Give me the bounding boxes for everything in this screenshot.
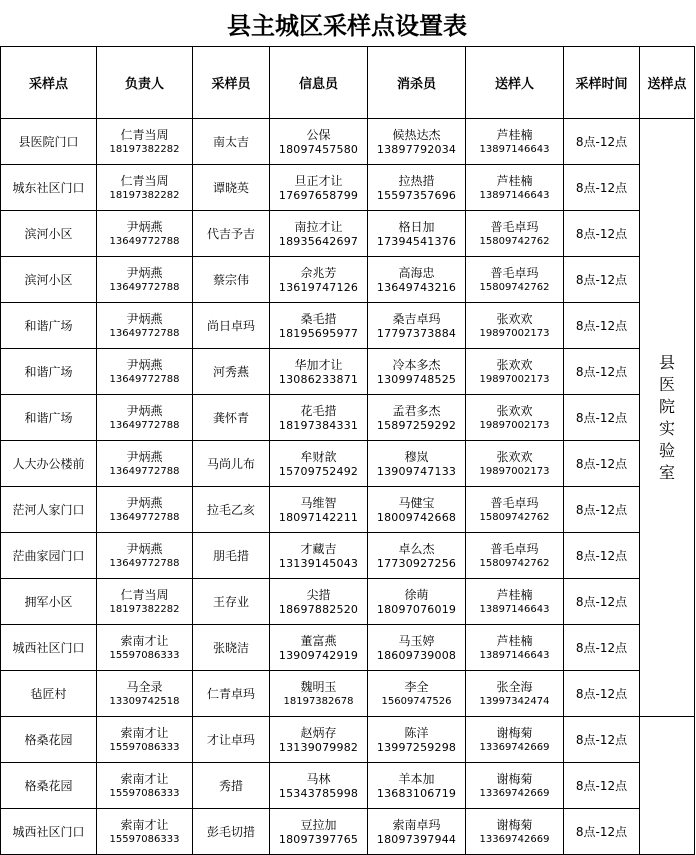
info-cell <box>270 119 368 165</box>
info-name: 佘兆芳 <box>300 265 337 280</box>
disinfect-cell <box>368 441 466 487</box>
courier-name: 芦桂楠 <box>496 174 533 188</box>
manager-phone: 15597086333 <box>109 788 180 799</box>
courier-name: 谢梅菊 <box>496 726 533 740</box>
courier-name: 芦桂楠 <box>496 588 533 602</box>
sampler-cell: 秀措 <box>193 763 270 809</box>
table-body <box>1 119 695 855</box>
header-cell-sampler: 采样员 <box>193 47 270 119</box>
info-cell <box>270 349 368 395</box>
courier-name: 谢梅菊 <box>496 772 533 786</box>
table-row <box>1 717 695 763</box>
manager-phone: 13649772788 <box>109 236 180 247</box>
info-phone: 18935642697 <box>278 234 359 248</box>
info-phone: 18097457580 <box>278 142 359 156</box>
courier-phone: 15809742762 <box>479 282 550 293</box>
sampler-cell: 谭晓英 <box>193 165 270 211</box>
time-cell: 8点-12点 <box>564 441 640 487</box>
info-phone: 15709752492 <box>278 464 359 478</box>
manager-phone: 18197382282 <box>109 604 180 615</box>
courier-cell <box>466 257 564 303</box>
info-name: 南拉才让 <box>294 219 343 234</box>
site-cell: 毡匠村 <box>1 671 97 717</box>
disinfect-phone: 13897792034 <box>376 142 457 156</box>
courier-phone: 15809742762 <box>479 558 550 569</box>
info-cell <box>270 441 368 487</box>
info-phone: 18097142211 <box>278 510 359 524</box>
manager-phone: 13649772788 <box>109 282 180 293</box>
manager-cell <box>97 487 193 533</box>
info-phone: 13909742919 <box>278 648 359 662</box>
table-row <box>1 441 695 487</box>
disinfect-phone: 13649743216 <box>376 280 457 294</box>
disinfect-name: 索南卓玛 <box>392 817 441 832</box>
courier-cell <box>466 533 564 579</box>
header-cell-courier: 送样人 <box>466 47 564 119</box>
manager-cell <box>97 625 193 671</box>
manager-cell <box>97 349 193 395</box>
courier-name: 芦桂楠 <box>496 634 533 648</box>
disinfect-cell <box>368 257 466 303</box>
disinfect-name: 陈洋 <box>404 725 429 740</box>
disinfect-name: 马健宝 <box>398 495 435 510</box>
courier-phone: 13897146643 <box>479 144 550 155</box>
info-cell <box>270 671 368 717</box>
info-cell <box>270 257 368 303</box>
time-cell: 8点-12点 <box>564 533 640 579</box>
info-name: 董富燕 <box>300 633 337 648</box>
info-cell <box>270 303 368 349</box>
courier-name: 普毛卓玛 <box>490 266 539 280</box>
site-cell: 城西社区门口 <box>1 809 97 855</box>
sampler-cell: 南太吉 <box>193 119 270 165</box>
disinfect-phone: 13683106719 <box>376 786 457 800</box>
disinfect-phone: 17730927256 <box>376 556 457 570</box>
info-name: 马维智 <box>300 495 337 510</box>
courier-phone: 15809742762 <box>479 236 550 247</box>
info-phone: 13139079982 <box>278 740 359 754</box>
info-phone: 18197384331 <box>278 418 359 432</box>
time-cell: 8点-12点 <box>564 671 640 717</box>
disinfect-name: 徐萌 <box>404 587 429 602</box>
info-name: 尖措 <box>306 587 331 602</box>
manager-phone: 13309742518 <box>109 696 180 707</box>
manager-name: 尹炳燕 <box>126 542 163 556</box>
courier-phone: 13897146643 <box>479 604 550 615</box>
info-cell <box>270 211 368 257</box>
manager-phone: 13649772788 <box>109 374 180 385</box>
courier-phone: 15809742762 <box>479 512 550 523</box>
manager-name: 索南才让 <box>120 772 169 786</box>
manager-cell <box>97 717 193 763</box>
time-cell: 8点-12点 <box>564 579 640 625</box>
manager-name: 尹炳燕 <box>126 404 163 418</box>
manager-cell <box>97 211 193 257</box>
disinfect-cell <box>368 533 466 579</box>
info-name: 魏明玉 <box>300 680 337 694</box>
courier-cell <box>466 579 564 625</box>
manager-name: 索南才让 <box>120 726 169 740</box>
manager-cell <box>97 165 193 211</box>
time-cell: 8点-12点 <box>564 119 640 165</box>
header-cell-lab: 送样点 <box>640 47 695 119</box>
disinfect-name: 拉热措 <box>398 173 435 188</box>
disinfect-phone: 17797373884 <box>376 326 457 340</box>
manager-phone: 13649772788 <box>109 558 180 569</box>
manager-name: 尹炳燕 <box>126 220 163 234</box>
info-name: 牟财歆 <box>300 449 337 464</box>
header-cell-manager: 负责人 <box>97 47 193 119</box>
courier-phone: 13369742669 <box>479 788 550 799</box>
courier-cell <box>466 349 564 395</box>
info-name: 豆拉加 <box>300 817 337 832</box>
manager-name: 仁青当周 <box>120 174 169 188</box>
sampler-cell: 马尚儿布 <box>193 441 270 487</box>
manager-name: 尹炳燕 <box>126 312 163 326</box>
info-phone: 18197382678 <box>283 696 354 707</box>
disinfect-cell <box>368 809 466 855</box>
manager-cell <box>97 579 193 625</box>
courier-phone: 19897002173 <box>479 328 550 339</box>
courier-phone: 19897002173 <box>479 466 550 477</box>
manager-cell <box>97 533 193 579</box>
courier-name: 张欢欢 <box>496 312 533 326</box>
courier-name: 普毛卓玛 <box>490 496 539 510</box>
courier-name: 谢梅菊 <box>496 818 533 832</box>
disinfect-phone: 15597357696 <box>376 188 457 202</box>
disinfect-phone: 13909747133 <box>376 464 457 478</box>
courier-cell <box>466 165 564 211</box>
disinfect-cell <box>368 763 466 809</box>
info-name: 花毛措 <box>300 403 337 418</box>
courier-name: 张欢欢 <box>496 450 533 464</box>
site-cell: 拥军小区 <box>1 579 97 625</box>
info-name: 赵炳存 <box>300 725 337 740</box>
sampler-cell: 龚怀青 <box>193 395 270 441</box>
lab-cell-empty <box>640 717 695 855</box>
disinfect-name: 穆岚 <box>404 449 429 464</box>
courier-cell <box>466 303 564 349</box>
courier-cell <box>466 671 564 717</box>
disinfect-name: 孟君多杰 <box>392 403 441 418</box>
time-cell: 8点-12点 <box>564 625 640 671</box>
site-cell: 城东社区门口 <box>1 165 97 211</box>
site-cell: 县医院门口 <box>1 119 97 165</box>
sampler-cell: 拉毛乙亥 <box>193 487 270 533</box>
courier-cell <box>466 717 564 763</box>
site-cell: 格桑花园 <box>1 763 97 809</box>
courier-name: 普毛卓玛 <box>490 220 539 234</box>
disinfect-name: 候热达杰 <box>392 127 441 142</box>
disinfect-phone: 18097076019 <box>376 602 457 616</box>
sampler-cell: 仁青卓玛 <box>193 671 270 717</box>
courier-name: 普毛卓玛 <box>490 542 539 556</box>
disinfect-cell <box>368 671 466 717</box>
time-cell: 8点-12点 <box>564 809 640 855</box>
info-name: 旦正才让 <box>294 173 343 188</box>
site-cell: 城西社区门口 <box>1 625 97 671</box>
header-cell-time: 采样时间 <box>564 47 640 119</box>
time-cell: 8点-12点 <box>564 487 640 533</box>
manager-phone: 18197382282 <box>109 190 180 201</box>
disinfect-name: 高海忠 <box>398 265 435 280</box>
info-phone: 18097397765 <box>278 832 359 846</box>
courier-phone: 13897146643 <box>479 650 550 661</box>
courier-name: 张全海 <box>496 680 533 694</box>
disinfect-cell <box>368 579 466 625</box>
table-row <box>1 349 695 395</box>
disinfect-phone: 18097397944 <box>376 832 457 846</box>
manager-cell <box>97 763 193 809</box>
time-cell: 8点-12点 <box>564 165 640 211</box>
header-cell-site: 采样点 <box>1 47 97 119</box>
disinfect-phone: 15609747526 <box>381 696 452 707</box>
header-cell-disinfect: 消杀员 <box>368 47 466 119</box>
time-cell: 8点-12点 <box>564 257 640 303</box>
site-cell: 茫河人家门口 <box>1 487 97 533</box>
time-cell: 8点-12点 <box>564 349 640 395</box>
table-row <box>1 763 695 809</box>
site-cell: 和谐广场 <box>1 395 97 441</box>
time-cell: 8点-12点 <box>564 717 640 763</box>
site-cell: 滨河小区 <box>1 257 97 303</box>
manager-cell <box>97 303 193 349</box>
info-phone: 17697658799 <box>278 188 359 202</box>
manager-name: 尹炳燕 <box>126 496 163 510</box>
page-title: 县主城区采样点设置表 <box>0 0 694 47</box>
disinfect-name: 羊本加 <box>398 771 435 786</box>
sampler-cell: 彭毛切措 <box>193 809 270 855</box>
manager-name: 尹炳燕 <box>126 450 163 464</box>
site-cell: 茫曲家园门口 <box>1 533 97 579</box>
courier-cell <box>466 763 564 809</box>
courier-phone: 13369742669 <box>479 834 550 845</box>
info-name: 公保 <box>306 127 331 142</box>
courier-name: 张欢欢 <box>496 358 533 372</box>
manager-name: 仁青当周 <box>120 588 169 602</box>
disinfect-phone: 13099748525 <box>376 372 457 386</box>
table-row <box>1 809 695 855</box>
manager-name: 索南才让 <box>120 634 169 648</box>
site-cell: 滨河小区 <box>1 211 97 257</box>
disinfect-cell <box>368 487 466 533</box>
info-name: 桑毛措 <box>300 311 337 326</box>
disinfect-phone: 13997259298 <box>376 740 457 754</box>
disinfect-cell <box>368 717 466 763</box>
manager-name: 尹炳燕 <box>126 358 163 372</box>
manager-phone: 13649772788 <box>109 420 180 431</box>
courier-cell <box>466 441 564 487</box>
sampler-cell: 尚日卓玛 <box>193 303 270 349</box>
courier-cell <box>466 809 564 855</box>
table-row <box>1 395 695 441</box>
sampler-cell: 才让卓玛 <box>193 717 270 763</box>
table-row <box>1 211 695 257</box>
info-cell <box>270 717 368 763</box>
site-cell: 和谐广场 <box>1 349 97 395</box>
manager-phone: 13649772788 <box>109 328 180 339</box>
time-cell: 8点-12点 <box>564 211 640 257</box>
manager-cell <box>97 671 193 717</box>
info-cell <box>270 395 368 441</box>
manager-phone: 15597086333 <box>109 834 180 845</box>
info-name: 才藏吉 <box>300 541 337 556</box>
table-row <box>1 579 695 625</box>
info-cell <box>270 487 368 533</box>
table-row <box>1 625 695 671</box>
manager-name: 尹炳燕 <box>126 266 163 280</box>
courier-phone: 13897146643 <box>479 190 550 201</box>
sampler-cell: 代吉予吉 <box>193 211 270 257</box>
info-name: 华加才让 <box>294 357 343 372</box>
disinfect-name: 桑吉卓玛 <box>392 311 441 326</box>
courier-phone: 19897002173 <box>479 374 550 385</box>
manager-name: 马全录 <box>126 680 163 694</box>
manager-cell <box>97 809 193 855</box>
sampler-cell: 蔡宗伟 <box>193 257 270 303</box>
manager-phone: 15597086333 <box>109 742 180 753</box>
sampler-cell: 朋毛措 <box>193 533 270 579</box>
info-cell <box>270 809 368 855</box>
disinfect-name: 格日加 <box>398 219 435 234</box>
info-name: 马林 <box>306 771 331 786</box>
manager-cell <box>97 257 193 303</box>
courier-cell <box>466 625 564 671</box>
table-row <box>1 487 695 533</box>
disinfect-phone: 18609739008 <box>376 648 457 662</box>
time-cell: 8点-12点 <box>564 763 640 809</box>
info-cell <box>270 533 368 579</box>
courier-cell <box>466 487 564 533</box>
disinfect-cell <box>368 625 466 671</box>
info-phone: 15343785998 <box>278 786 359 800</box>
disinfect-name: 冷本多杰 <box>392 357 441 372</box>
disinfect-cell <box>368 395 466 441</box>
sampler-cell: 王存业 <box>193 579 270 625</box>
table-row <box>1 257 695 303</box>
manager-phone: 13649772788 <box>109 466 180 477</box>
sampler-cell: 河秀燕 <box>193 349 270 395</box>
info-phone: 13086233871 <box>278 372 359 386</box>
info-cell <box>270 579 368 625</box>
disinfect-cell <box>368 165 466 211</box>
info-cell <box>270 625 368 671</box>
disinfect-cell <box>368 119 466 165</box>
sampler-cell: 张晓洁 <box>193 625 270 671</box>
courier-cell <box>466 211 564 257</box>
disinfect-phone: 17394541376 <box>376 234 457 248</box>
disinfect-name: 李全 <box>404 680 429 694</box>
table-row <box>1 119 695 165</box>
info-cell <box>270 763 368 809</box>
header-cell-info: 信息员 <box>270 47 368 119</box>
courier-cell <box>466 119 564 165</box>
lab-cell: 县医院实验室 <box>640 119 695 717</box>
manager-cell <box>97 395 193 441</box>
table-row <box>1 165 695 211</box>
header-row <box>1 47 695 119</box>
time-cell: 8点-12点 <box>564 303 640 349</box>
courier-name: 张欢欢 <box>496 404 533 418</box>
manager-phone: 18197382282 <box>109 144 180 155</box>
site-cell: 格桑花园 <box>1 717 97 763</box>
courier-name: 芦桂楠 <box>496 128 533 142</box>
time-cell: 8点-12点 <box>564 395 640 441</box>
site-cell: 人大办公楼前 <box>1 441 97 487</box>
disinfect-phone: 15897259292 <box>376 418 457 432</box>
info-cell <box>270 165 368 211</box>
info-phone: 18195695977 <box>278 326 359 340</box>
manager-name: 索南才让 <box>120 818 169 832</box>
info-phone: 18697882520 <box>278 602 359 616</box>
sampling-site-table <box>0 46 695 855</box>
manager-cell <box>97 119 193 165</box>
manager-phone: 15597086333 <box>109 650 180 661</box>
table-row <box>1 303 695 349</box>
manager-name: 仁青当周 <box>120 128 169 142</box>
courier-phone: 13369742669 <box>479 742 550 753</box>
site-cell: 和谐广场 <box>1 303 97 349</box>
table-row <box>1 671 695 717</box>
courier-cell <box>466 395 564 441</box>
courier-phone: 19897002173 <box>479 420 550 431</box>
manager-cell <box>97 441 193 487</box>
courier-phone: 13997342474 <box>479 696 550 707</box>
table-row <box>1 533 695 579</box>
disinfect-cell <box>368 349 466 395</box>
disinfect-name: 卓么杰 <box>398 541 435 556</box>
disinfect-cell <box>368 211 466 257</box>
disinfect-cell <box>368 303 466 349</box>
info-phone: 13619747126 <box>278 280 359 294</box>
disinfect-phone: 18009742668 <box>376 510 457 524</box>
disinfect-name: 马玉婷 <box>398 633 435 648</box>
manager-phone: 13649772788 <box>109 512 180 523</box>
info-phone: 13139145043 <box>278 556 359 570</box>
